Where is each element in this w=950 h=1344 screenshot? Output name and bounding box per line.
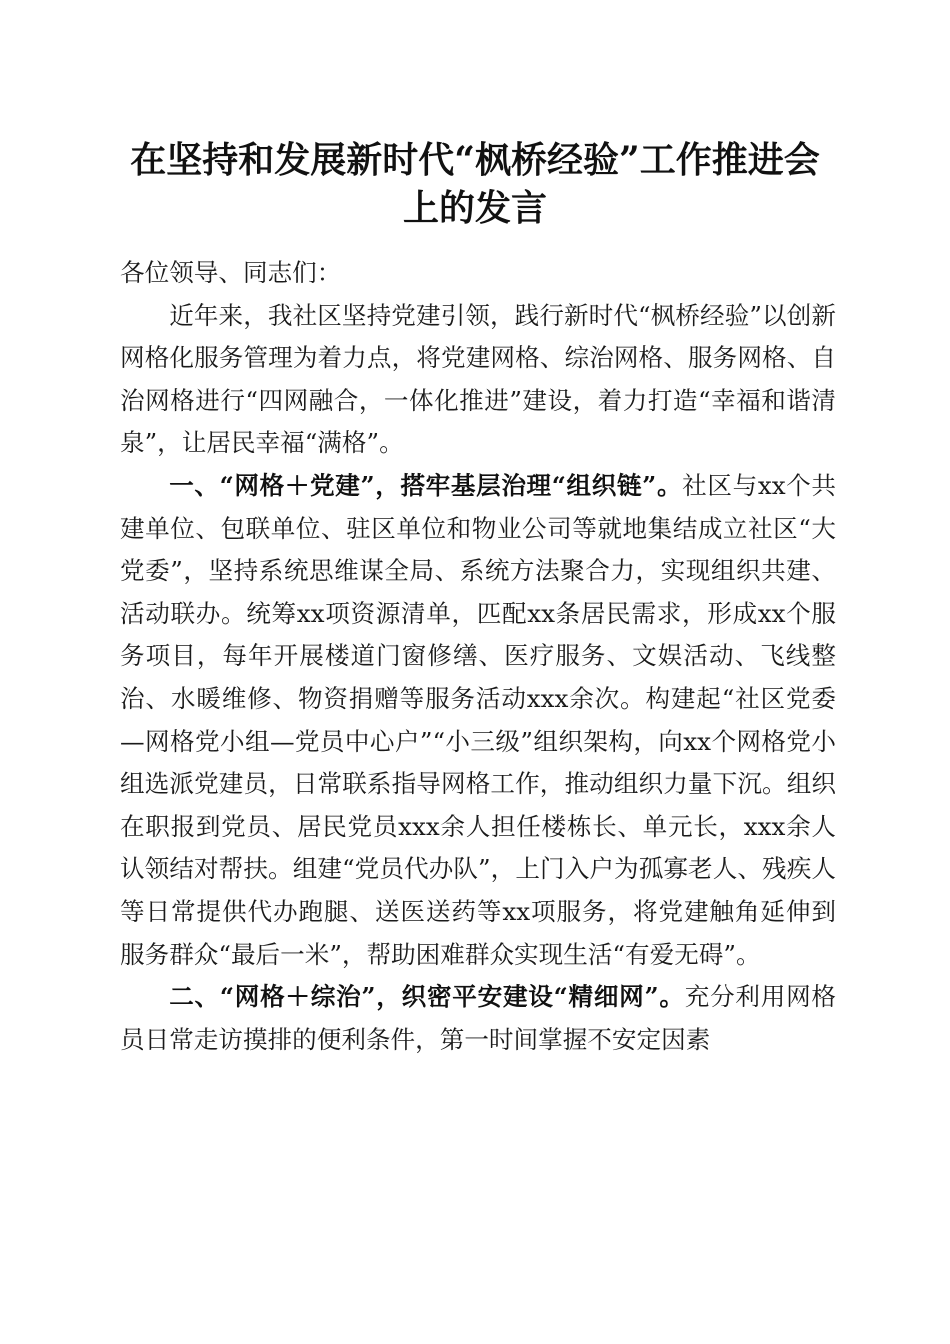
section-2-heading: 二、“网格＋综治”，织密平安建设“精细网”。 [169, 982, 685, 1012]
salutation: 各位领导、同志们： [120, 258, 342, 287]
section-2-paragraph [120, 976, 836, 1061]
section-1-body: 社区与xx个共建单位、包联单位、驻区单位和物业公司等就地集结成立社区“大党委”，坚持系统思维谋全局、系统方法聚合力，实现组织共建、活动联办。统筹xx项资源清单，匹配xx条居民需求，形成xx个服务项目，每年开展楼道门窗修缮、医疗服务、文娱活动、飞线整治、水暖维修、物资捐赠等服务活动xxx余次。构建起“社区党委—网格党小组—党员中心户”“小三级”组织架构，向xx个网格党小组选派党建员，日常联系指导网格工作，推动组织力量下沉。组织在职报到党员、居民党员xxx余人担任楼栋长、单元长，xxx余人认领结对帮扶。组建“党员代办队”，上门入户为孤寡老人、残疾人等日常提供代办跑腿、送医送药等xx项服务，将党建触角延伸到服务群众“最后一米”，帮助困难群众实现生活“有爱无碍”。 [120, 470, 836, 969]
intro-paragraph: 近年来，我社区坚持党建引领，践行新时代“枫桥经验”以创新网格化服务管理为着力点，将党建网格、综治网格、服务网格、自治网格进行“四网融合，一体化推进”建设，着力打造“幸福和谐清泉”，让居民幸福“满格”。 [120, 300, 836, 458]
title-line-1: 在坚持和发展新时代“枫桥经验”工作推进会 [130, 139, 820, 181]
document-title [100, 136, 850, 232]
section-2-body: 充分利用网格员日常走访摸排的便利条件，第一时间掌握不安定因素 [120, 982, 836, 1054]
title-line-2: 上的发言 [402, 187, 547, 229]
document-body [120, 252, 836, 1061]
section-1-heading: 一、“网格＋党建”，搭牢基层治理“组织链”。 [169, 470, 683, 500]
section-1-paragraph [120, 465, 836, 976]
